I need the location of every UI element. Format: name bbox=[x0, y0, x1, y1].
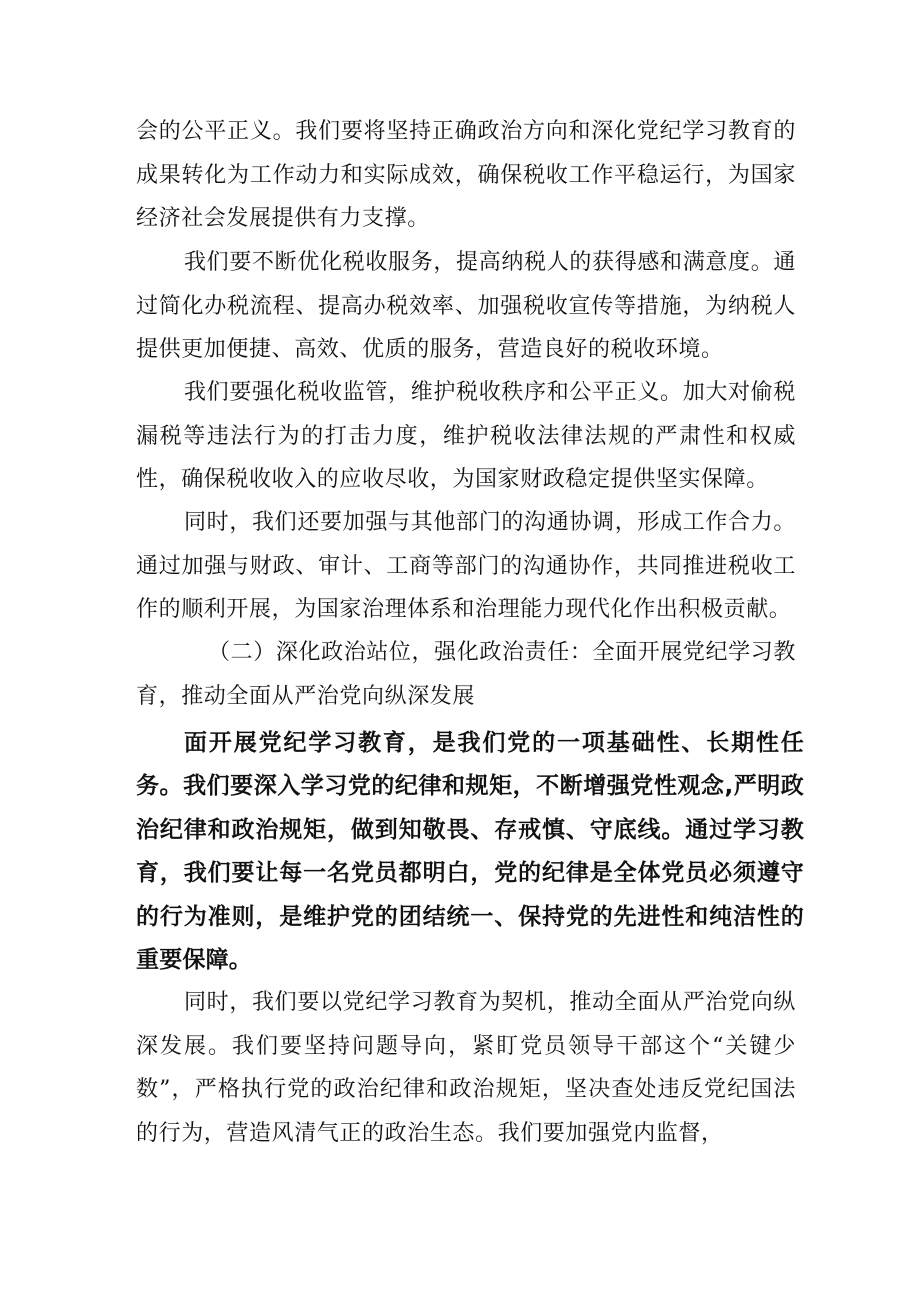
paragraph-discipline-education: 面开展党纪学习教育，是我们党的一项基础性、长期性任务。我们要深入学习党的纪律和规矩，不断增强党性观念,严明政治纪律和政治规矩，做到知敬畏、存戒慎、守底线。通过学习教育，我们要让每一名党员都明白，党的纪律是全体党员必须遵守的行为准则，是维护党的团结统一、保持党的先进性和纯洁性的重要保障。 bbox=[136, 730, 804, 974]
section-heading: （二）深化政治站位，强化政治责任：全面开展党纪学习教育，推动全面从严治党向纵深发展 bbox=[136, 640, 796, 709]
paragraph-coordination: 同时，我们还要加强与其他部门的沟通协调，形成工作合力。通过加强与财政、审计、工商等部门的沟通协作，共同推进税收工作的顺利开展，为国家治理体系和治理能力现代化作出积极贡献。 bbox=[136, 510, 796, 623]
paragraph-tax-service: 我们要不断优化税收服务，提高纳税人的获得感和满意度。通过简化办税流程、提高办税效率、加强税收宣传等措施，为纳税人提供更加便捷、高效、优质的服务，营造良好的税收环境。 bbox=[136, 250, 796, 363]
paragraph-tax-supervision: 我们要强化税收监管，维护税收秩序和公平正义。加大对偷税漏税等违法行为的打击力度，维护税收法律法规的严肃性和权威性，确保税收收入的应收尽收，为国家财政稳定提供坚实保障。 bbox=[136, 380, 796, 493]
paragraph-strict-governance: 同时，我们要以党纪学习教育为契机，推动全面从严治党向纵深发展。我们要坚持问题导向，紧盯党员领导干部这个“关键少数”，严格执行党的政治纪律和政治规矩，坚决查处违反党纪国法的行为，营造风清气正的政治生态。我们要加强党内监督， bbox=[136, 990, 796, 1146]
paragraph-continuation: 会的公平正义。我们要将坚持正确政治方向和深化党纪学习教育的成果转化为工作动力和实际成效，确保税收工作平稳运行，为国家经济社会发展提供有力支撑。 bbox=[136, 119, 796, 232]
